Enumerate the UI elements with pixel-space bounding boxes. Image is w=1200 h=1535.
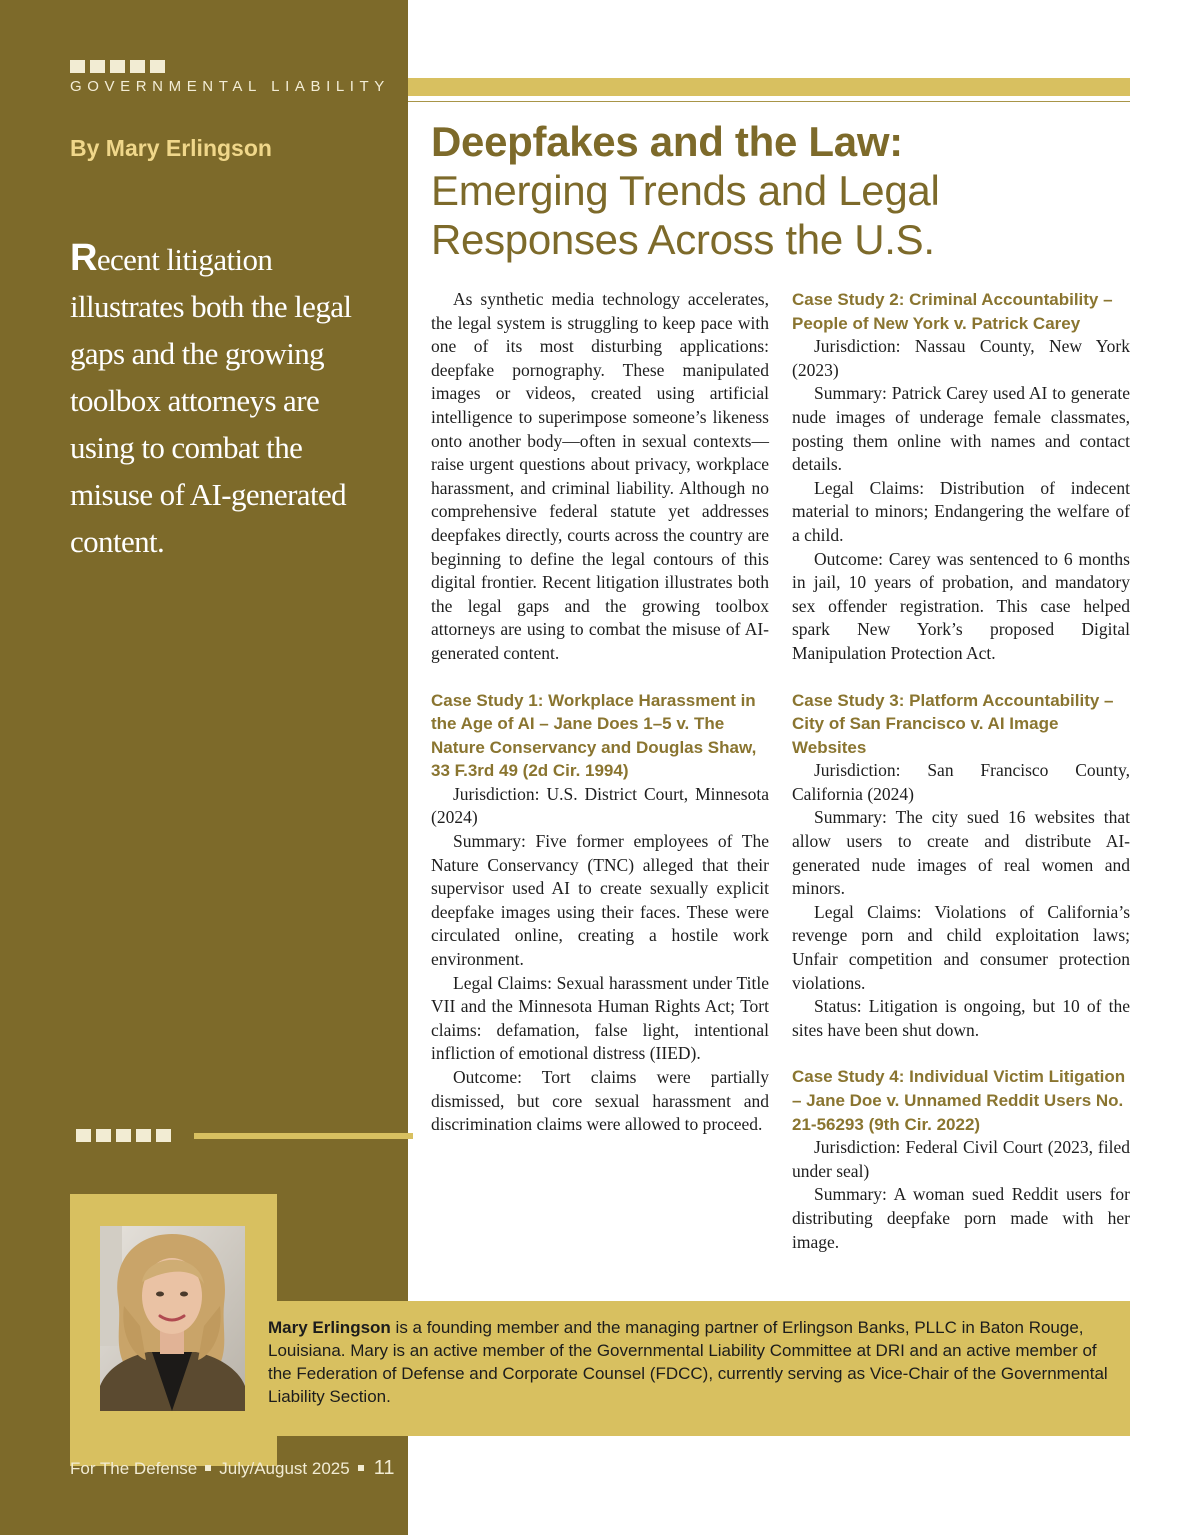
footer-publication: For The Defense: [70, 1459, 198, 1478]
bio-description: is a founding member and the managing partner of Erlingson Banks, PLLC in Baton Rouge, Louisiana. Mary is an active member of the Governmental Liability Committee at DRI and an active member of the Federation of Defense and Corporate Counsel (FDCC), currently serving as Vice-Chair of the Governmental Liability Section.: [268, 1318, 1108, 1406]
case1-jurisdiction: Jurisdiction: U.S. District Court, Minnesota (2024): [431, 783, 769, 828]
page-footer: [70, 1456, 394, 1481]
case3-legal-claims: Legal Claims: Violations of California’s revenge porn and child exploitation laws; Unfair competition and consumer protection violations.: [792, 901, 1130, 993]
case1-heading: Case Study 1: Workplace Harassment in the Age of AI – Jane Does 1–5 v. The Nature Conservancy and Douglas Shaw, 33 F.3rd 49 (2d Cir. 1994): [431, 690, 757, 781]
case2-heading: Case Study 2: Criminal Accountability – People of New York v. Patrick Carey: [792, 290, 1113, 333]
pull-quote-initial: R: [70, 237, 97, 279]
section-label: GOVERNMENTAL LIABILITY: [70, 78, 390, 95]
pull-quote: [70, 236, 390, 565]
article-title: [431, 118, 1131, 264]
case2-outcome: Outcome: Carey was sentenced to 6 months in jail, 10 years of probation, and mandatory sex offender registration. This case helped spark New York’s proposed Digital Manipulation Protection Act.: [792, 548, 1130, 663]
decorative-bar: [194, 1133, 413, 1139]
case1-summary: Summary: Five former employees of The Nature Conservancy (TNC) alleged that their supervisor used AI to create sexually explicit deepfake images using their faces. These were circulated online, creating a hostile work environment.: [431, 831, 769, 970]
title-subtitle-line-2: Responses Across the U.S.: [431, 216, 935, 263]
decorative-squares-bottom: [76, 1129, 171, 1142]
article-column-right: [792, 288, 1130, 1254]
intro-paragraph: As synthetic media technology accelerates, the legal system is struggling to keep pace with one of its most disturbing applications: deepfake pornography. These manipulated images or videos, created using artificial intelligence to superimpose someone’s likeness onto another body—often in sexual contexts—raise urgent questions about privacy, workplace harassment, and criminal liability. Although no comprehensive federal statute yet addresses deepfakes directly, courts across the country are beginning to define the legal contours of this digital frontier. Recent litigation illustrates both the legal gaps and the growing toolbox attorneys are using to combat the misuse of AI-generated content.: [431, 289, 769, 663]
author-photo: [100, 1226, 245, 1411]
case2-jurisdiction: Jurisdiction: Nassau County, New York (2023): [792, 336, 1130, 380]
case2-legal-claims: Legal Claims: Distribution of indecent material to minors; Endangering the welfare of a child.: [792, 477, 1130, 545]
case1-outcome: Outcome: Tort claims were partially dismissed, but core sexual harassment and discrimination claims were allowed to proceed.: [431, 1067, 769, 1135]
article-column-left: [431, 288, 769, 1137]
case3-summary: Summary: The city sued 16 websites that allow users to create and distribute AI-generated nude images of real women and minors.: [792, 807, 1130, 899]
header-rule: [408, 78, 1130, 96]
footer-issue: July/August 2025: [219, 1459, 350, 1478]
case3-heading: Case Study 3: Platform Accountability – City of San Francisco v. AI Image Websites: [792, 690, 1114, 757]
bio-author-name: Mary Erlingson: [268, 1318, 391, 1337]
title-subtitle-line-1: Emerging Trends and Legal: [431, 167, 940, 214]
footer-separator: [205, 1465, 211, 1471]
case4-jurisdiction: Jurisdiction: Federal Civil Court (2023, filed under seal): [792, 1137, 1130, 1181]
decorative-squares-top: [70, 60, 165, 73]
pull-quote-text: ecent litigation illustrates both the legal gaps and the growing toolbox attorneys are using to combat the misuse of AI-generated content.: [70, 242, 352, 559]
header-rule-thin: [408, 101, 1130, 102]
byline: By Mary Erlingson: [70, 135, 272, 161]
case3-jurisdiction: Jurisdiction: San Francisco County, California (2024): [792, 760, 1130, 804]
author-bio: [268, 1316, 1116, 1408]
case4-heading: Case Study 4: Individual Victim Litigation – Jane Doe v. Unnamed Reddit Users No. 21-56293 (9th Cir. 2022): [792, 1067, 1126, 1134]
case4-summary: Summary: A woman sued Reddit users for distributing deepfake porn made with her image.: [792, 1184, 1130, 1252]
case2-summary: Summary: Patrick Carey used AI to generate nude images of underage female classmates, posting them online with names and contact details.: [792, 383, 1130, 475]
case1-legal-claims: Legal Claims: Sexual harassment under Title VII and the Minnesota Human Rights Act; Tort claims: defamation, false light, intentional infliction of emotional distress (IIED).: [431, 972, 769, 1064]
case3-status: Status: Litigation is ongoing, but 10 of the sites have been shut down.: [792, 996, 1130, 1040]
footer-separator: [358, 1465, 364, 1471]
footer-page-number: 11: [373, 1457, 395, 1479]
title-main: Deepfakes and the Law:: [431, 118, 903, 165]
